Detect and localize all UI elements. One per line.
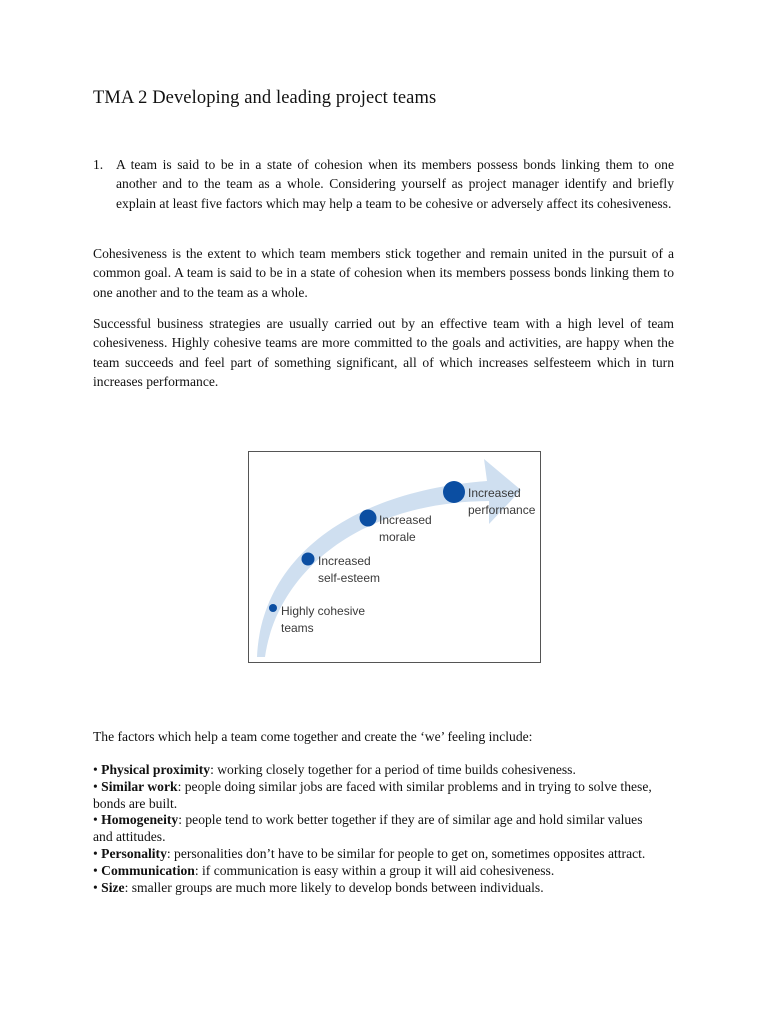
question-text: A team is said to be in a state of cohesion when its members possess bonds linking them to one another and to the team as a whole. Considering yourself as project manager identify and briefly explain at least five factors which may help a team to be cohesive or adversely affect its cohesiveness. — [116, 157, 674, 211]
stage-label-2b: self-esteem — [318, 571, 381, 585]
factor-term: Size — [101, 879, 125, 895]
factor-term: Homogeneity — [101, 812, 179, 828]
factor-desc: : if communication is easy within a group it will aid cohesiveness. — [194, 862, 555, 878]
stage-label-3a: Increased — [379, 513, 432, 527]
stage-label-3b: morale — [379, 530, 416, 544]
paragraph-cohesiveness: Cohesiveness is the extent to which team members stick together and remain united in the pursuit of a common goal. A team is said to be in a state of cohesion when its members possess bonds linking them to one another and to the team as a whole. — [93, 246, 674, 300]
factor-term: Personality — [101, 845, 167, 861]
document-title: TMA 2 Developing and leading project teams — [93, 88, 437, 108]
stage-dot-3 — [360, 510, 377, 527]
question-item — [93, 155, 674, 213]
stage-label-2a: Increased — [318, 554, 371, 568]
paragraph-strategies: Successful business strategies are usually carried out by an effective team with a high level of team cohesiveness. Highly cohesive teams are more committed to the goals and activities, are happy when the team succeeds and feel part of something significant, all of which increases selfesteem which in turn increases performance. — [93, 316, 674, 390]
factor-desc: : personalities don’t have to be similar for people to get on, sometimes opposites attract. — [166, 845, 646, 861]
factor-item: • Similar work: people doing similar jobs are faced with similar problems and in trying to solve these, bonds are built. — [93, 778, 652, 811]
question-number: 1. — [93, 157, 104, 172]
stage-label-1b: teams — [281, 621, 314, 635]
cohesion-diagram-svg — [249, 452, 540, 662]
factor-item: • Size: smaller groups are much more likely to develop bonds between individuals. — [93, 879, 544, 895]
factor-item: • Physical proximity: working closely together for a period of time builds cohesiveness. — [93, 762, 576, 777]
factor-term: Physical proximity — [101, 762, 211, 777]
factor-desc: : people tend to work better together if they are of similar age and hold similar values and attitudes. — [93, 812, 643, 845]
factor-desc: : smaller groups are much more likely to develop bonds between individuals. — [124, 879, 544, 895]
cohesion-diagram — [248, 451, 541, 663]
factor-term: Similar work — [101, 778, 178, 794]
factors-intro: The factors which help a team come together and create the ‘we’ feeling include: — [93, 729, 533, 744]
factor-item: • Personality: personalities don’t have to be similar for people to get on, sometimes opposites attract. — [93, 845, 646, 861]
factor-item: • Communication: if communication is easy within a group it will aid cohesiveness. — [93, 862, 555, 878]
factors-list — [93, 762, 663, 896]
stage-label-4a: Increased — [468, 486, 521, 500]
stage-dot-2 — [302, 553, 315, 566]
factor-desc: : working closely together for a period of time builds cohesiveness. — [210, 762, 576, 777]
factor-desc: : people doing similar jobs are faced with similar problems and in trying to solve these, bonds are built. — [93, 778, 652, 811]
stage-dot-4 — [443, 481, 465, 503]
stage-dot-1 — [269, 604, 277, 612]
factor-item: • Homogeneity: people tend to work better together if they are of similar age and hold similar values and attitudes. — [93, 812, 643, 845]
stage-label-4b: performance — [468, 503, 536, 517]
stage-label-1a: Highly cohesive — [281, 604, 366, 618]
factor-term: Communication — [101, 862, 195, 878]
